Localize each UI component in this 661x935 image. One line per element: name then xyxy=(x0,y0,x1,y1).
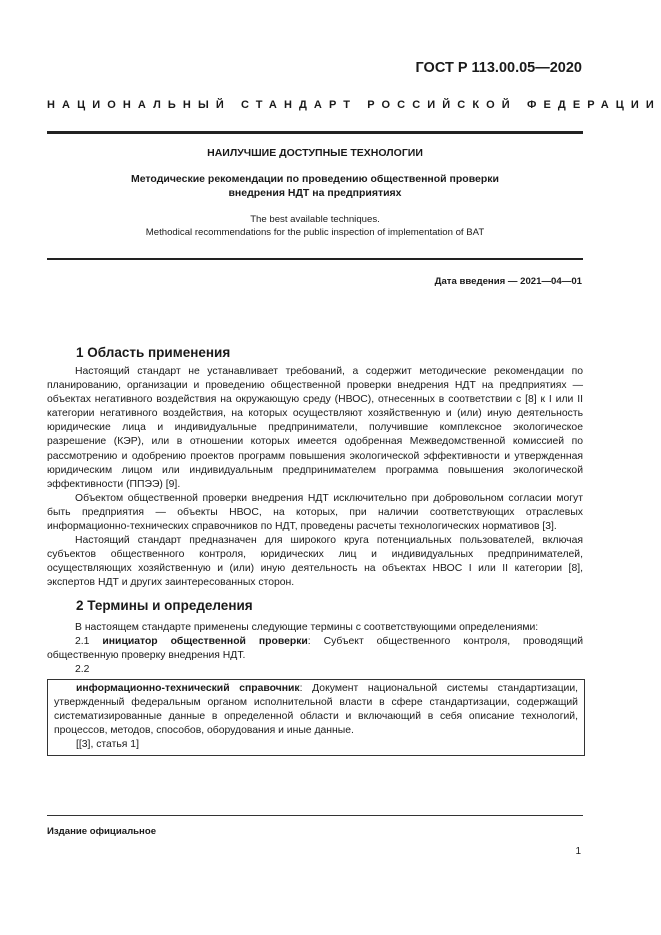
official-edition-label: Издание официальное xyxy=(47,826,157,837)
page-number: 1 xyxy=(575,846,581,857)
term-2-2-definition: : Документ национальной системы стандартизации, утвержденный федеральным органом исполнительной власти в сфере стандартизации, содержащий систематизированные данные в определенной области и включающий в себя описание технологий, процессов, методов, способов, оборудования и иные данные. xyxy=(54,683,579,737)
section2-body xyxy=(47,621,583,677)
term-2-2-reference: [[3], статья 1] xyxy=(76,739,139,751)
title-english-line1: The best available techniques. xyxy=(250,214,380,225)
term-2-2-name: информационно-технический справочник xyxy=(76,683,300,694)
section1-paragraph2: Объектом общественной проверки внедрения НДТ исключительно при добровольном согласии могут быть предприятия — объекты НВОС, на которых, при наличии соответствующих отраслевых информационно-технических справочников по НДТ, проведены расчеты технологических нормативов [3]. xyxy=(47,492,583,533)
section1-body xyxy=(47,365,583,591)
title-english xyxy=(47,213,583,239)
term-2-2 xyxy=(54,682,578,738)
section1-heading: 1 Область применения xyxy=(76,345,231,360)
footer-divider xyxy=(47,815,583,816)
section2-heading: 2 Термины и определения xyxy=(76,598,253,613)
section2-intro: В настоящем стандарте применены следующие термины с соответствующими определениями: xyxy=(75,622,539,633)
title-english-line2: Methodical recommendations for the public inspection of implementation of BAT xyxy=(145,227,485,238)
national-standard-banner: НАЦИОНАЛЬНЫЙ СТАНДАРТ РОССИЙСКОЙ ФЕДЕРАЦИИ xyxy=(47,99,661,111)
title-subtitle-line2: внедрения НДТ на предприятиях xyxy=(228,187,402,199)
section1-paragraph1: Настоящий стандарт не устанавливает требований, а содержит методические рекомендации по планированию, организации и проведению общественной проверки внедрения НДТ на предприятиях — объектах негативного воздействия на окружающую среду (НВОС), отнесенных в соответствии с [8] к I или II категории негативного воздействия, на которых осуществляют хозяйственную и (или) иную деятельность юридические лица и индивидуальные предприниматели, получившие комплексное экологическое разрешение (КЭР), или в отношении которых имеется одобренная Межведомственной комиссией по рассмотрению и одобрению проектов программ повышения экологической эффективности и утвержденная юридическим лицом или индивидуальным предпринимателем программа повышения экологической эффективности (ППЭЭ) [9]. xyxy=(47,366,583,490)
term-2-2-box xyxy=(47,679,585,756)
section1-paragraph3: Настоящий стандарт предназначен для широкого круга потенциальных пользователей, включая субъектов общественного контроля, юридических лиц и индивидуальных предпринимателей, осуществляющих хозяйственную и (или) иную деятельность на объектах НВОС I или II категории [8], экспертов НДТ и других заинтересованных сторон. xyxy=(47,535,583,589)
gost-code: ГОСТ Р 113.00.05—2020 xyxy=(415,60,582,76)
date-of-introduction: Дата введения — 2021—04—01 xyxy=(434,276,582,287)
term-2-1 xyxy=(47,635,583,663)
title-main: НАИЛУЧШИЕ ДОСТУПНЫЕ ТЕХНОЛОГИИ xyxy=(207,147,423,159)
top-divider xyxy=(47,131,583,134)
title-subtitle xyxy=(47,172,583,200)
bottom-divider xyxy=(47,258,583,260)
term-2-1-definition: : Субъект общественного контроля, проводящий общественную проверку внедрения НДТ. xyxy=(47,636,584,662)
term-2-1-name: инициатор общественной проверки xyxy=(102,636,308,648)
term-2-1-number: 2.1 xyxy=(75,636,90,648)
title-subtitle-line1: Методические рекомендации по проведению общественной проверки xyxy=(130,173,500,185)
term-2-2-number: 2.2 xyxy=(75,664,90,676)
